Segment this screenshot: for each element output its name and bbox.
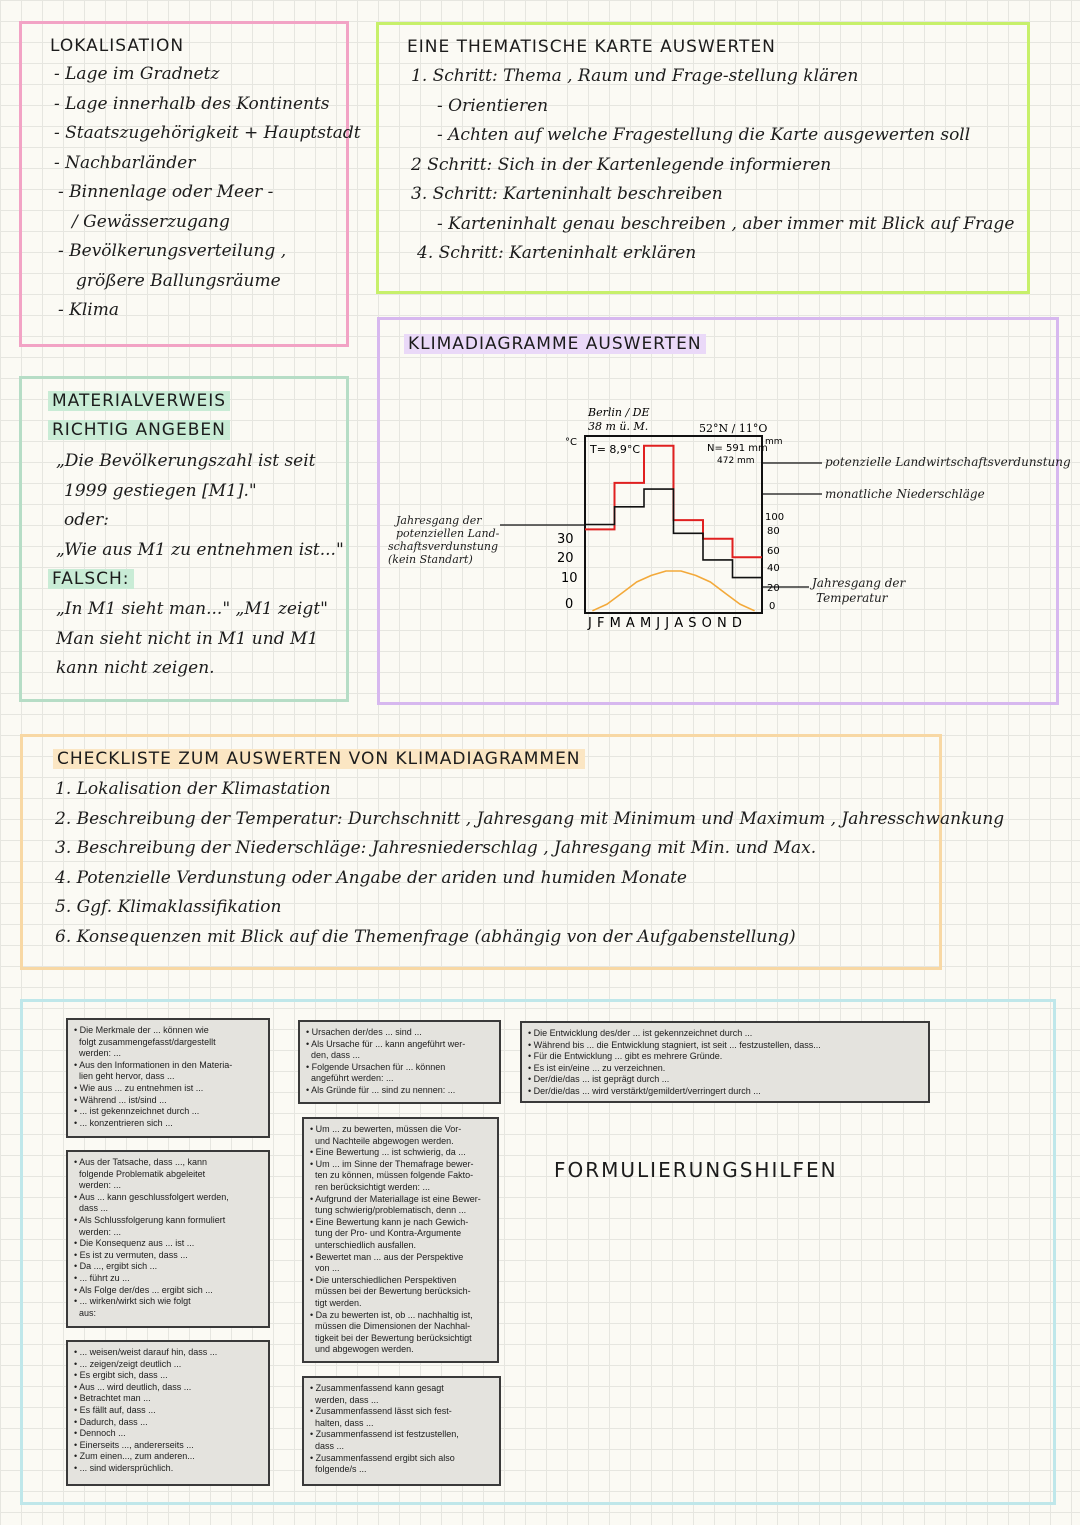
list-item: 2 Schritt: Sich in der Kartenlegende informieren bbox=[411, 154, 832, 175]
list-item: „In M1 sieht man..." „M1 zeigt" bbox=[56, 599, 328, 619]
temp-mean: T= 8,9°C bbox=[590, 443, 641, 456]
list-item: 6. Konsequenzen mit Blick auf die Themenfrage (abhängig von der Aufgabenstellung) bbox=[55, 926, 796, 947]
list-item: - Lage im Gradnetz bbox=[54, 64, 220, 84]
checkliste-list bbox=[55, 775, 1004, 952]
list-item: 3. Schritt: Karteninhalt beschreiben bbox=[411, 184, 723, 204]
phrase-card-2: • Aus der Tatsache, dass ..., kann folgende Problematik abgeleitet werden: ... • Aus ... kann geschlussfolgert werden, dass ... • Als Schlussfolgerung kann formuliert werden: ... • Die Konsequenz aus ... ist ... • Es ist zu vermuten, dass ... • Da ..., ergibt sich ... • ... führt zu ... • Als Folge der/des ... ergibt sich ... • ... wirken/wirkt sich wie folgt aus: bbox=[66, 1150, 270, 1328]
list-item: - Karteninhalt genau beschreiben , aber immer mit Blick auf Frage bbox=[437, 213, 1015, 234]
list-item: - Binnenlage oder Meer - bbox=[58, 182, 274, 202]
list-item: - Nachbarländer bbox=[54, 152, 196, 173]
label-evap: potenzielle Landwirtschaftsverdunstung bbox=[825, 455, 1071, 469]
phrase-card-5: • Um ... zu bewerten, müssen die Vor- und Nachteile abgewogen werden. • Eine Bewertung ... ist schwierig, da ... • Um ... im Sinne der Themafrage bewer- ten zu können, müssen folgende Fakto- ren berücksichtigt werden: ... • Aufgrund der Materiallage ist eine Bewer- tung schwierig/problematisch, denn ... • Eine Bewertung kann je nach Gewich- tung der Pro- und Kontra-Argumente unterschiedlich ausfallen. • Bewertet man ... aus der Perspektive von ... • Die unterschiedlichen Perspektiven müssen bei der Bewertung berücksich- tigt werden. • Da zu bewerten ist, ob ... nachhaltig ist, müssen die Dimensionen der Nachhal- tigkeit bei der Bewertung berücksichtigt und abgewogen werden. bbox=[302, 1117, 499, 1363]
list-item: 3. Beschreibung der Niederschläge: Jahresniederschlag , Jahresgang mit Min. und Max. bbox=[55, 838, 817, 858]
precip-total: N= 591 mm bbox=[707, 443, 768, 454]
station-name: Berlin / DE bbox=[588, 406, 650, 419]
list-item: - Achten auf welche Fragestellung die Karte ausgewerten soll bbox=[437, 125, 971, 145]
list-item: „Wie aus M1 zu entnehmen ist..." bbox=[56, 539, 344, 560]
right-tick: 0 bbox=[769, 601, 776, 612]
materialverweis-box bbox=[19, 376, 349, 702]
list-item: 1999 gestiegen [M1]." bbox=[64, 480, 257, 501]
month-axis: J F M A M J J A S O N D bbox=[588, 616, 743, 631]
list-item: kann nicht zeigen. bbox=[56, 658, 215, 678]
phrase-card-7: • Die Entwicklung des/der ... ist gekennzeichnet durch ... • Während bis ... die Entwicklung stagniert, ist seit ... festzustellen, dass... • Für die Entwicklung ... gibt es mehrere Gründe. • Es ist ein/eine ... zu verzeichnen. • Der/die/das ... ist geprägt durch ... • Der/die/das ... wird verstärkt/gemildert/verringert durch ... bbox=[520, 1021, 930, 1103]
checkliste-heading: CHECKLISTE ZUM AUSWERTEN VON KLIMADIAGRAMMEN bbox=[53, 749, 585, 769]
karte-list bbox=[411, 62, 1014, 269]
right-tick: 80 bbox=[767, 526, 780, 537]
klima-heading: KLIMADIAGRAMME AUSWERTEN bbox=[404, 334, 706, 354]
left-tick: 30 bbox=[557, 532, 574, 547]
list-item: - Klima bbox=[58, 300, 119, 320]
left-tick: 20 bbox=[557, 551, 574, 566]
materialverweis-heading: MATERIALVERWEIS bbox=[48, 391, 230, 411]
right-tick: 60 bbox=[767, 546, 780, 557]
series-evaporation-line bbox=[585, 489, 762, 577]
list-item: 4. Schritt: Karteninhalt erklären bbox=[417, 243, 697, 263]
evap-total: 472 mm bbox=[717, 456, 755, 466]
station-coords: 52°N / 11°O bbox=[699, 422, 768, 435]
label-left: Jahresgang der potenziellen Land- schaftsverdunstung (kein Standart) bbox=[388, 514, 500, 566]
falsch-heading: FALSCH: bbox=[48, 569, 134, 589]
list-item: - Lage innerhalb des Kontinents bbox=[54, 93, 330, 114]
list-item: - Bevölkerungsverteilung , bbox=[58, 241, 287, 261]
phrase-card-1: • Die Merkmale der ... können wie folgt zusammengefasst/dargestellt werden: ... • Aus den Informationen in den Materia- lien geht hervor, dass ... • Wie aus ... zu entnehmen ist ... • Während ... ist/sind ... • ... ist gekennzeichnet durch ... • ... konzentrieren sich ... bbox=[66, 1018, 270, 1138]
material-wrong-list bbox=[56, 595, 328, 684]
right-tick: 40 bbox=[767, 563, 780, 574]
phrase-card-6: • Zusammenfassend kann gesagt werden, dass ... • Zusammenfassend lässt sich fest- halten, dass ... • Zusammenfassend ist festzustellen, dass ... • Zusammenfassend ergibt sich also folgende/s ... bbox=[302, 1376, 501, 1486]
left-tick: 0 bbox=[565, 597, 574, 612]
list-item: 4. Potenzielle Verdunstung oder Angabe der ariden und humiden Monate bbox=[55, 867, 687, 888]
list-item: größere Ballungsräume bbox=[76, 270, 281, 291]
list-item: Man sieht nicht in M1 und M1 bbox=[56, 628, 319, 649]
list-item: 5. Ggf. Klimaklassifikation bbox=[55, 897, 282, 917]
phrase-card-3: • ... weisen/weist darauf hin, dass ... • ... zeigen/zeigt deutlich ... • Es ergibt sich, dass ... • Aus ... wird deutlich, dass ... • Betrachtet man ... • Es fällt auf, dass ... • Dadurch, dass ... • Dennoch ... • Einerseits ..., andererseits ... • Zum einen..., zum anderen... • ... sind widersprüchlich. bbox=[66, 1340, 270, 1486]
list-item: „Die Bevölkerungszahl ist seit bbox=[56, 451, 316, 471]
list-item: - Staatszugehörigkeit + Hauptstadt bbox=[54, 123, 361, 143]
checkliste-box bbox=[20, 734, 1005, 970]
label-temp: Jahresgang der Temperatur bbox=[812, 576, 906, 605]
lokalisation-heading: LOKALISATION bbox=[50, 36, 185, 56]
station-height: 38 m ü. M. bbox=[588, 420, 649, 433]
formulierung-heading: FORMULIERUNGSHILFEN bbox=[554, 1158, 838, 1182]
list-item: oder: bbox=[64, 510, 110, 530]
list-item: 1. Schritt: Thema , Raum und Frage-stellung klären bbox=[411, 66, 859, 86]
right-tick: 100 bbox=[765, 512, 785, 523]
phrase-card-4: • Ursachen der/des ... sind ... • Als Ursache für ... kann angeführt wer- den, dass ... • Folgende Ursachen für ... können angeführt werden: ... • Als Gründe für ... sind zu nennen: ... bbox=[298, 1020, 501, 1104]
list-item: 2. Beschreibung der Temperatur: Durchschnitt , Jahresgang mit Minimum und Maximum , Jahresschwankung bbox=[55, 808, 1005, 829]
unit-celsius: °C bbox=[565, 437, 577, 448]
unit-mm: mm bbox=[765, 437, 783, 447]
lokalisation-list bbox=[54, 60, 361, 326]
list-item: - Orientieren bbox=[437, 95, 549, 116]
left-tick: 10 bbox=[561, 571, 578, 586]
climate-diagram bbox=[377, 317, 1059, 705]
karte-box bbox=[376, 22, 1030, 294]
series-temperature-line bbox=[592, 571, 754, 611]
lokalisation-box bbox=[19, 21, 361, 347]
list-item: 1. Lokalisation der Klimastation bbox=[55, 779, 331, 799]
label-precip: monatliche Niederschläge bbox=[825, 487, 985, 501]
material-correct-list bbox=[56, 447, 344, 565]
richtig-angeben-heading: RICHTIG ANGEBEN bbox=[48, 420, 230, 440]
list-item: / Gewässerzugang bbox=[72, 211, 230, 232]
right-tick: 20 bbox=[767, 583, 780, 594]
karte-heading: EINE THEMATISCHE KARTE AUSWERTEN bbox=[407, 37, 776, 57]
